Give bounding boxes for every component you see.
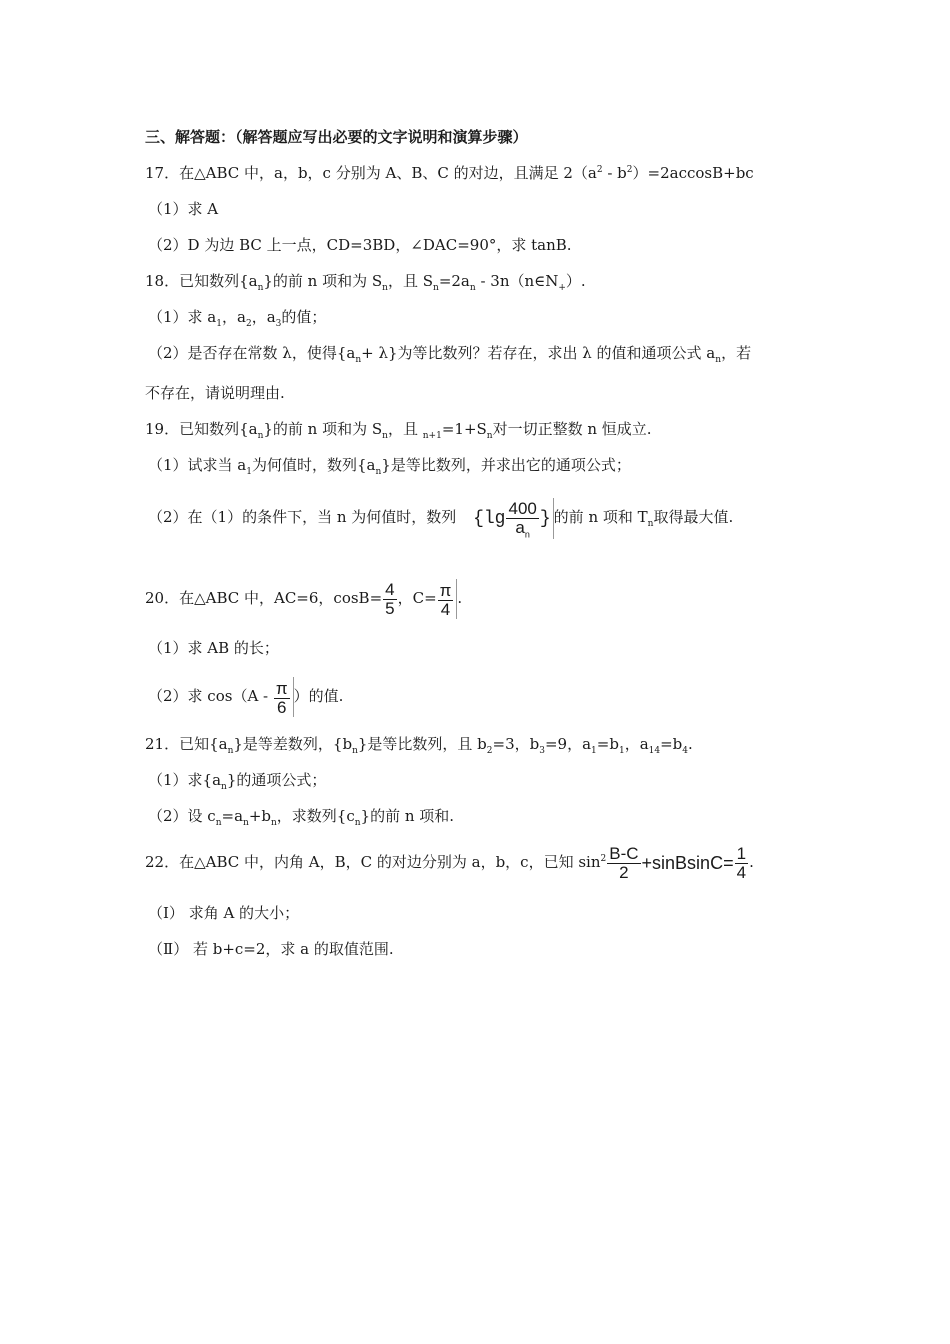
question-21: 21．已知$\{a_n\}$是等差数列，$\{b_n\}$是等比数列，且 $b_2=3$，$b_3=9$，$a_1=b_1$，$a_{14}=b_4$. [145,735,693,756]
one-quarter-fraction: $\frac{1}{4}$ [736,843,747,882]
question-22-part-1: （Ⅰ） 求角 A 的大小； [148,904,300,922]
question-18-part-2-continued: 不存在，请说明理由. [145,384,285,402]
half-angle-fraction: $\frac{B-C}{2}$ [609,843,639,882]
pi-over-6-fraction: $\frac{\pi}{6}$ [275,678,288,717]
question-19: 19．已知数列$\{a_n\}$的前 n 项和为 $S_n$，且 $_{n+1}=1+S_n$对一切正整数 n 恒成立. [145,420,652,441]
section-heading: 三、解答题：（解答题应写出必要的文字说明和演算步骤） [145,128,528,146]
question-18: 18．已知数列$\{a_n\}$的前 n 项和为 $S_n$，且 $S_n=2a_n$ - $3n(n\in N_+)$. [145,272,586,293]
question-22-part-2: （Ⅱ） 若 b+c=2，求 a 的取值范围. [148,940,394,958]
question-22: 22．在△ABC 中，内角 A，B，C 的对边分别为 a，b，c，已知 $\sin^2$ $\frac{B-C}{2}$ +sinBsinC= $\frac{1}{4}$ . [145,843,754,882]
question-19-part-2: （2）在（1）的条件下，当 n 为何值时，数列 {lg $\frac{400}{a_n}$ } 的前 n 项和 $T_n$取得最大值. [148,499,734,540]
question-21-part-1: （1）求$\{a_n\}$的通项公式； [148,771,327,792]
question-20-part-2: （2）求 cos（A - $\frac{\pi}{6}$ ）的值. [148,678,344,717]
question-17-part-1: （1）求 A [148,200,219,218]
question-18-part-1: （1）求 $a_1$，$a_2$，$a_3$的值； [148,308,327,329]
question-17-part-2: （2）D 为边 BC 上一点，CD=3BD，∠DAC=90°，求 tanB. [148,236,572,254]
question-17: 17．在△ABC 中，a，b，c 分别为 A、B、C 的对边，且满足 $2(a^2 - b^2)=2accosB+bc$ [145,164,754,182]
question-20: 20．在△ABC 中，AC=6，cosB= $\frac{4}{5}$ ，C= $\frac{\pi}{4}$ . [145,579,463,619]
question-20-part-1: （1）求 AB 的长； [148,639,279,657]
cosB-fraction: $\frac{4}{5}$ [385,579,395,618]
lg-sequence-formula: {lg $\frac{400}{a_n}$ } [473,498,554,539]
question-19-part-1: （1）试求当 $a_1$为何值时，数列$\{a_n\}$是等比数列，并求出它的通项公式； [148,456,631,477]
angle-C-fraction: $\frac{\pi}{4}$ [439,580,452,619]
question-18-part-2: （2）是否存在常数 λ，使得$\{a_n+ \lambda\}$为等比数列？若存在，求出 λ 的值和通项公式 $a_n$，若 [148,344,752,365]
question-21-part-2: （2）设 $c_n=a_n+b_n$，求数列$\{c_n\}$的前 n 项和. [148,807,455,828]
